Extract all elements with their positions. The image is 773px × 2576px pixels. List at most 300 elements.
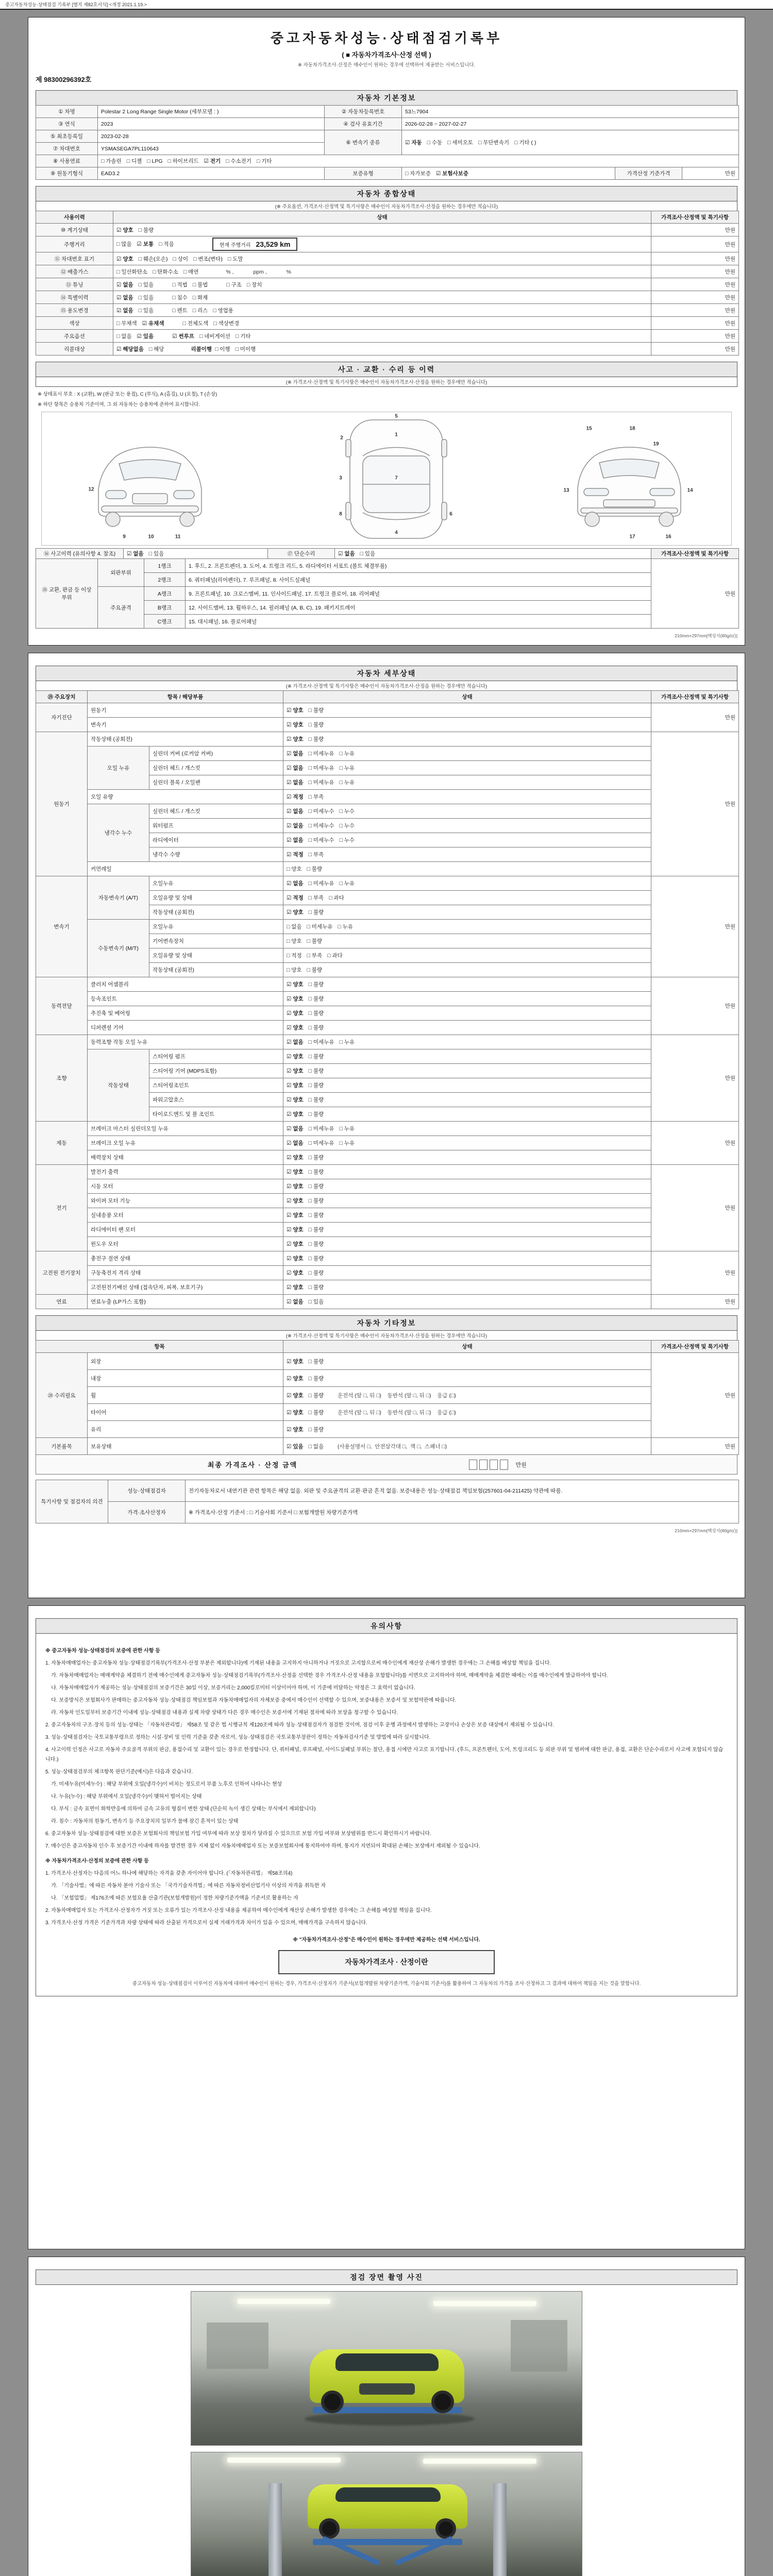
usage-item-label: 주요옵션 — [36, 330, 113, 343]
checkbox-unchecked[interactable]: □ 불량 — [308, 1426, 324, 1433]
checkbox-checked[interactable]: ☑ 양호 — [287, 1241, 304, 1247]
item-label: 충전구 절연 상태 — [88, 1251, 283, 1266]
item-state — [283, 775, 651, 790]
checkbox-unchecked[interactable]: □ 장치 — [246, 281, 262, 288]
warranty-options — [402, 167, 615, 180]
extra-text: 운전석 (앞 □, 뒤 □) 동반석 (앞 □, 뒤 □) 응급 (□) — [333, 1392, 456, 1399]
car-shadow — [305, 2412, 475, 2426]
price-survey-definition-text: 중고자동차 성능·상태점검이 이루어진 자동차에 대하여 매수인이 원하는 경우, 가격조사·산정자가 기준서(보험개발원 차량기준가액, 기술사회 기준서)를 활용하여 그 자동차의 가격을 조사·산정하고 그 결과에 대하여 책임을 지는 것을 말합니다. — [132, 1980, 641, 1987]
checkbox-unchecked[interactable]: □ 불량 — [308, 1010, 324, 1016]
checkbox-checked[interactable]: ☑ 없음 — [287, 1126, 304, 1132]
checkbox-unchecked[interactable]: □ 누수 — [339, 808, 355, 815]
checkbox-unchecked[interactable]: □ 불량 — [308, 1212, 324, 1218]
checkbox-checked[interactable]: ☑ 썬루프 — [172, 333, 194, 340]
checkbox-unchecked[interactable]: □ 있음 — [148, 551, 164, 557]
photo-car-windshield — [335, 2487, 441, 2502]
checkbox-unchecked[interactable]: □ 구조 — [226, 281, 242, 288]
checkbox-unchecked[interactable]: □ 부족 — [308, 895, 324, 901]
checkbox-unchecked[interactable]: □ 있음 — [360, 551, 376, 557]
checkbox-checked[interactable]: ☑ 보험사보증 — [435, 171, 468, 177]
rank-label: 1랭크 — [144, 559, 186, 573]
usage-item-state — [113, 330, 651, 343]
device-label: 고전원 전기장치 — [36, 1251, 88, 1295]
checkbox-unchecked[interactable]: □ 기타 — [256, 158, 272, 164]
checkbox-checked[interactable]: ☑ 없음 — [287, 808, 304, 815]
device-row — [36, 1021, 739, 1035]
device-label: 조향 — [36, 1035, 88, 1122]
car-outline-drawing — [42, 412, 732, 546]
item-label: 작동상태 (공회전) — [88, 732, 283, 747]
checkbox-unchecked[interactable]: □ 미세누유 — [308, 1140, 334, 1146]
checkbox-checked[interactable]: ☑ 양호 — [287, 981, 304, 988]
checkbox-unchecked[interactable]: □ 적법 — [172, 281, 188, 288]
item-label: 외장 — [88, 1353, 283, 1370]
panel-number: 14 — [687, 487, 693, 494]
checkbox-unchecked[interactable]: □ 색상변경 — [213, 320, 240, 327]
checkbox-unchecked[interactable]: □ 미세누수 — [308, 823, 334, 829]
checkbox-unchecked[interactable]: □ 있음 — [308, 1299, 324, 1305]
amount-digit-box[interactable] — [500, 1460, 508, 1470]
section-etc-note: (※ 가격조사·산정액 및 특기사항은 매수인이 자동차가격조사·산정을 원하는 경우에만 적습니다) — [36, 1331, 737, 1341]
checkbox-checked[interactable]: ☑ 양호 — [287, 1183, 304, 1190]
item-label: 브레이크 마스터 실린더오일 누유 — [88, 1122, 283, 1136]
usage-item-label: ⑩ 계기상태 — [36, 224, 113, 236]
checkbox-unchecked[interactable]: □ 무채색 — [116, 320, 137, 327]
fuel-label: ⑧ 사용연료 — [36, 155, 98, 167]
panel-notices — [28, 1605, 745, 2249]
checkbox-unchecked[interactable]: □ 기타 ( ) — [514, 140, 536, 146]
item-state — [283, 1049, 651, 1064]
item-label: 구동축전지 격리 상태 — [88, 1266, 283, 1280]
checkbox-unchecked[interactable]: □ 적정 — [287, 953, 302, 959]
checkbox-unchecked[interactable]: □ 불량 — [308, 1198, 324, 1204]
checkbox-unchecked[interactable]: □ 누유 — [339, 765, 355, 771]
checkbox-unchecked[interactable]: □ 양호 — [287, 967, 302, 973]
checkbox-checked[interactable]: ☑ 양호 — [287, 1227, 304, 1233]
subcategory-label: 냉각수 누수 — [88, 804, 149, 862]
simple-repair-label: ⑰ 단순수리 — [268, 549, 335, 559]
checkbox-unchecked[interactable]: □ 누유 — [339, 779, 355, 786]
checkbox-unchecked[interactable]: □ 있음 — [138, 294, 154, 301]
checkbox-checked[interactable]: ☑ 자동 — [405, 140, 422, 146]
device-row — [36, 1438, 739, 1455]
checkbox-checked[interactable]: ☑ 보통 — [137, 241, 154, 247]
checkbox-unchecked[interactable]: □ 불량 — [138, 227, 154, 233]
checkbox-checked[interactable]: ☑ 없음 — [287, 751, 304, 757]
checkbox-checked[interactable]: ☑ 양호 — [287, 1082, 304, 1089]
checkbox-checked[interactable]: ☑ 양호 — [287, 722, 304, 728]
panel-number: 11 — [175, 534, 181, 540]
checkbox-unchecked[interactable]: □ 과다 — [327, 953, 343, 959]
checkbox-unchecked[interactable]: □ 미세누유 — [308, 880, 334, 887]
device-label: 자기진단 — [36, 703, 88, 732]
checkbox-unchecked[interactable]: □ 불법 — [192, 281, 208, 288]
checkbox-unchecked[interactable]: □ 불량 — [308, 1375, 324, 1382]
checkbox-checked[interactable]: ☑ 양호 — [287, 909, 304, 916]
checkbox-unchecked[interactable]: □ 불량 — [308, 1392, 324, 1399]
base-price-unit: 만원 — [682, 167, 739, 180]
checkbox-unchecked[interactable]: □ 양호 — [287, 938, 302, 944]
checkbox-unchecked[interactable]: □ 부족 — [308, 794, 324, 800]
item-state — [283, 804, 651, 819]
col-item: 항목 / 해당부품 — [88, 691, 283, 703]
panel-number: 7 — [395, 475, 398, 481]
col-price: 가격조사·산정액 및 특기사항 — [651, 211, 739, 224]
checkbox-unchecked[interactable]: □ 없음 — [308, 1443, 324, 1450]
item-state — [283, 1421, 651, 1438]
checkbox-checked[interactable]: ☑ 없음 — [116, 307, 133, 314]
checkbox-checked[interactable]: ☑ 양호 — [287, 1270, 304, 1276]
checkbox-checked[interactable]: ☑ 양호 — [287, 1068, 304, 1074]
item-state — [283, 1006, 651, 1021]
panel-number: 19 — [653, 441, 659, 447]
checkbox-checked[interactable]: ☑ 없음 — [287, 1299, 304, 1305]
checkbox-unchecked[interactable]: □ 미세누유 — [308, 1126, 334, 1132]
checkbox-checked[interactable]: ☑ 양호 — [287, 1375, 304, 1382]
checkbox-unchecked[interactable]: □ 부족 — [307, 953, 323, 959]
checkbox-unchecked[interactable]: □ 기타 — [235, 333, 251, 340]
checkbox-unchecked[interactable]: □ 미세누유 — [307, 924, 333, 930]
checkbox-unchecked[interactable]: □ 불량 — [308, 1068, 324, 1074]
checkbox-unchecked[interactable]: □ 불량 — [308, 1054, 324, 1060]
notice-line: 가. 자동차매매업자는 매매계약을 체결하기 전에 매수인에게 중고자동차 성능·상태점검기록부(가격조사·산정을 선택한 경우 가격조사·산정 내용을 포함합니다)를 서면으로 고지하여야 하며, 매매계약을 체결한 때에는 이를 매수인에게 발급하여야 합니다. — [45, 1673, 609, 1679]
item-label: 고전원전기배선 상태 (접속단자, 피복, 보호기구) — [88, 1280, 283, 1295]
checkbox-unchecked[interactable]: □ 영업용 — [213, 307, 233, 314]
item-label: 실린더 블록 / 오일팬 — [149, 775, 283, 790]
checkbox-checked[interactable]: ☑ 양호 — [287, 736, 304, 742]
checkbox-checked[interactable]: ☑ 해당없음 — [116, 346, 144, 352]
device-label: ⑳ 수리필요 — [36, 1353, 88, 1438]
checkbox-unchecked[interactable]: □ 상이 — [173, 256, 188, 262]
checkbox-checked[interactable]: ☑ 양호 — [287, 1358, 304, 1365]
item-state — [283, 1208, 651, 1223]
checkbox-unchecked[interactable]: □ 누수 — [339, 837, 355, 843]
price-amount-cell: 만원 — [651, 304, 739, 317]
checkbox-unchecked[interactable]: □ 이행 — [215, 346, 230, 352]
exchange-label: ⑱ 교환, 판금 등 이상 부위 — [36, 559, 98, 629]
checkbox-unchecked[interactable]: □ 해당 — [148, 346, 164, 352]
checkbox-unchecked[interactable]: □ 불량 — [308, 1155, 324, 1161]
device-row — [36, 1353, 739, 1370]
checkbox-unchecked[interactable]: □ 미세누유 — [308, 751, 334, 757]
usage-history-row — [36, 317, 739, 330]
col-item: 항목 — [36, 1341, 283, 1353]
checkbox-unchecked[interactable]: □ 전체도색 — [182, 320, 209, 327]
odometer-callout — [212, 238, 298, 251]
checkbox-checked[interactable]: ☑ 양호 — [287, 1169, 304, 1175]
inspection-period-label: ④ 검사 유효기간 — [325, 118, 402, 130]
device-row — [36, 1295, 739, 1309]
checkbox-unchecked[interactable]: □ 불량 — [308, 707, 324, 714]
item-state — [283, 1438, 651, 1455]
device-row — [36, 920, 739, 934]
checkbox-checked[interactable]: ☑ 양호 — [287, 1256, 304, 1262]
notice-line: 6. 중고자동차 성능·상태점검에 대한 보증은 보험회사의 책임보험 가입 여부에 따라 보상 절차가 달라질 수 있으므로 보험 가입 여부와 보상범위를 반드시 확인하시기 바랍니다. — [45, 1831, 431, 1837]
checkbox-unchecked[interactable]: □ 불량 — [308, 722, 324, 728]
ceiling-light — [433, 2301, 536, 2306]
checkbox-unchecked[interactable]: □ 도말 — [227, 256, 243, 262]
notice-line: ※ 중고자동차 성능·상태점검의 보증에 관한 사항 등 — [45, 1648, 160, 1654]
checkbox-checked[interactable]: ☑ 유채색 — [142, 320, 164, 327]
notice-line: 1. 가격조사·산정자는 다음의 어느 하나에 해당하는 자격을 갖춘 자이어야 합니다. (「자동차관리법」 제58조의4) — [45, 1871, 293, 1876]
checkbox-unchecked[interactable]: □ 수동 — [427, 140, 443, 146]
device-row — [36, 1266, 739, 1280]
usage-item-label: 주행거리 — [36, 236, 113, 252]
checkbox-unchecked[interactable]: □ 미세누유 — [308, 1039, 334, 1045]
item-state — [283, 1353, 651, 1370]
item-state — [283, 1266, 651, 1280]
checkbox-checked[interactable]: ☑ 적정 — [287, 852, 304, 858]
workshop-background — [511, 2320, 567, 2371]
checkbox-unchecked[interactable]: □ 누유 — [339, 751, 355, 757]
checkbox-unchecked[interactable]: □ 불량 — [307, 938, 323, 944]
device-row — [36, 718, 739, 732]
device-label: 기본품목 — [36, 1438, 88, 1455]
checkbox-checked[interactable]: ☑ 없음 — [338, 551, 355, 557]
checkbox-unchecked[interactable]: □ 불량 — [308, 1241, 324, 1247]
checkbox-checked[interactable]: ☑ 전기 — [204, 158, 221, 164]
checkbox-unchecked[interactable]: □ 렌트 — [172, 307, 188, 314]
checkbox-checked[interactable]: ☑ 양호 — [287, 1155, 304, 1161]
price-survey-option: ( ■ 자동차가격조사·산정 선택 ) — [342, 51, 431, 59]
item-state — [283, 833, 651, 848]
checkbox-checked[interactable]: ☑ 양호 — [287, 1426, 304, 1433]
checkbox-unchecked[interactable]: □ 무단변속기 — [478, 140, 509, 146]
vin-label: ⑦ 차대번호 — [36, 143, 98, 155]
checkbox-unchecked[interactable]: □ 불량 — [308, 1358, 324, 1365]
checkbox-unchecked[interactable]: □ 하이브리드 — [167, 158, 199, 164]
device-row — [36, 1370, 739, 1387]
checkbox-checked[interactable]: ☑ 없음 — [116, 294, 133, 301]
checkbox-unchecked[interactable]: □ 불량 — [307, 967, 323, 973]
checkbox-checked[interactable]: ☑ 양호 — [287, 1409, 304, 1416]
price-amount-cell: 만원 — [651, 977, 739, 1035]
opinion-row — [36, 1502, 739, 1523]
table-row — [36, 167, 739, 180]
checkbox-unchecked[interactable]: □ 불량 — [308, 1025, 324, 1031]
item-label: 오일유량 및 상태 — [149, 891, 283, 905]
final-price-label: 최종 가격조사 · 산정 금액 — [207, 1461, 298, 1469]
checkbox-unchecked[interactable]: □ 누유 — [339, 880, 355, 887]
checkbox-checked[interactable]: ☑ 양호 — [287, 707, 304, 714]
subcategory-label: 작동상태 — [88, 1049, 149, 1122]
notice-line: 2. 자동차매매업자 또는 가격조사·산정자가 거짓 또는 오류가 있는 가격조사·산정 내용을 제공하여 매수인에게 재산상 손해가 발생한 경우에는 그 손해를 배상할 책임을 집니다. — [45, 1908, 432, 1913]
detail-condition-table — [36, 690, 739, 1309]
checkbox-checked[interactable]: ☑ 없음 — [287, 765, 304, 771]
device-row — [36, 1165, 739, 1179]
checkbox-checked[interactable]: ☑ 없음 — [287, 779, 304, 786]
checkbox-unchecked[interactable]: □ 많음 — [116, 241, 132, 247]
checkbox-unchecked[interactable]: □ 불량 — [308, 1227, 324, 1233]
item-label: 보유상태 — [88, 1438, 283, 1455]
device-row — [36, 1006, 739, 1021]
checkbox-unchecked[interactable]: □ 자가보증 — [405, 171, 431, 177]
checkbox-checked[interactable]: ☑ 양호 — [287, 1212, 304, 1218]
checkbox-unchecked[interactable]: □ 미세누수 — [308, 808, 334, 815]
checkbox-checked[interactable]: ☑ 양호 — [116, 227, 133, 233]
checkbox-unchecked[interactable]: □ 변조(변타) — [193, 256, 223, 262]
checkbox-unchecked[interactable]: □ 누유 — [339, 1126, 355, 1132]
checkbox-checked[interactable]: ☑ 양호 — [287, 1198, 304, 1204]
panel-number: 17 — [629, 534, 635, 540]
base-price-label: 가격산정 기준가격 — [615, 167, 682, 180]
checkbox-checked[interactable]: ☑ 양호 — [287, 1392, 304, 1399]
usage-history-row — [36, 304, 739, 317]
item-state — [283, 1021, 651, 1035]
checkbox-unchecked[interactable]: □ 불량 — [308, 909, 324, 916]
item-state — [283, 992, 651, 1006]
device-row — [36, 1208, 739, 1223]
checkbox-unchecked[interactable]: □ 화재 — [192, 294, 208, 301]
checkbox-unchecked[interactable]: □ 누유 — [339, 1140, 355, 1146]
part-group-label: 주요골격 — [98, 587, 144, 629]
checkbox-unchecked[interactable]: □ 없음 — [287, 924, 302, 930]
checkbox-unchecked[interactable]: □ 과다 — [329, 895, 344, 901]
checkbox-unchecked[interactable]: □ 불량 — [308, 1082, 324, 1089]
col-device: ⑲ 주요장치 — [36, 691, 88, 703]
item-label: 워터펌프 — [149, 819, 283, 833]
panel-number: 18 — [629, 426, 635, 432]
panel-number: 5 — [395, 413, 398, 419]
checkbox-checked[interactable]: ☑ 없음 — [287, 837, 304, 843]
usage-item-state — [113, 317, 651, 330]
item-label: 실린더 커버 (로커암 커버) — [149, 747, 283, 761]
panel-number: 3 — [339, 475, 342, 481]
checkbox-unchecked[interactable]: □ 네비게이션 — [199, 333, 230, 340]
checkbox-checked[interactable]: ☑ 양호 — [287, 1284, 304, 1291]
checkbox-unchecked[interactable]: □ 매연 — [183, 268, 199, 275]
checkbox-checked[interactable]: ☑ 있음 — [287, 1443, 304, 1450]
amount-digit-box[interactable] — [469, 1460, 477, 1470]
checkbox-unchecked[interactable]: □ 없음 — [116, 333, 132, 340]
ceiling-light — [227, 2458, 341, 2463]
checkbox-unchecked[interactable]: □ 리스 — [192, 307, 208, 314]
extra-text: (사용설명서 □, 안전삼각대 □, 잭 □, 스패너 □) — [333, 1443, 447, 1450]
checkbox-checked[interactable]: ☑ 없음 — [287, 1039, 304, 1045]
notice-line: 3. 가격조사·산정 가격은 기준가격과 차량 상태에 따라 산출된 가격으로서 실제 거래가격과 차이가 있을 수 있으며, 매매가격을 구속하지 않습니다. — [45, 1920, 367, 1926]
checkbox-checked[interactable]: ☑ 양호 — [287, 996, 304, 1002]
item-state — [283, 747, 651, 761]
checkbox-unchecked[interactable]: □ 불량 — [308, 1270, 324, 1276]
item-state — [283, 1251, 651, 1266]
ceiling-light — [238, 2299, 330, 2304]
item-label: 브레이크 오일 누유 — [88, 1136, 283, 1150]
item-label: 디퍼렌셜 기어 — [88, 1021, 283, 1035]
checkbox-unchecked[interactable]: □ 불량 — [308, 1183, 324, 1190]
checkbox-unchecked[interactable]: □ 일산화탄소 — [116, 268, 147, 275]
checkbox-unchecked[interactable]: □ 미이행 — [235, 346, 256, 352]
usage-history-row — [36, 291, 739, 304]
item-label: 실린더 헤드 / 개스킷 — [149, 761, 283, 775]
checkbox-unchecked[interactable]: □ 불량 — [308, 1097, 324, 1103]
usage-item-label: ⑮ 용도변경 — [36, 304, 113, 317]
checkbox-checked[interactable]: ☑ 양호 — [287, 1010, 304, 1016]
panel-number: 13 — [563, 487, 569, 494]
checkbox-unchecked[interactable]: □ 가솔린 — [101, 158, 122, 164]
checkbox-unchecked[interactable]: □ 탄화수소 — [152, 268, 178, 275]
usage-item-state — [113, 265, 651, 278]
checkbox-unchecked[interactable]: □ 훼손(오손) — [138, 256, 168, 262]
reg-no-value: 53느7904 — [402, 106, 739, 118]
checkbox-unchecked[interactable]: □ LPG — [147, 158, 163, 164]
checkbox-unchecked[interactable]: □ 불량 — [307, 866, 323, 872]
checkbox-unchecked[interactable]: □ 디젤 — [126, 158, 142, 164]
checkbox-checked[interactable]: ☑ 있음 — [137, 333, 154, 340]
checkbox-unchecked[interactable]: □ 적음 — [159, 241, 174, 247]
item-state — [283, 819, 651, 833]
checkbox-checked[interactable]: ☑ 양호 — [287, 1054, 304, 1060]
checkbox-unchecked[interactable]: □ 불량 — [308, 1169, 324, 1175]
section-etc-title: 자동차 기타정보 — [36, 1315, 737, 1331]
item-label: 클러치 어셈블리 — [88, 977, 283, 992]
checkbox-unchecked[interactable]: □ 불량 — [308, 981, 324, 988]
checkbox-unchecked[interactable]: □ 누유 — [338, 924, 353, 930]
device-row — [36, 747, 739, 761]
checkbox-unchecked[interactable]: □ 불량 — [308, 1284, 324, 1291]
amount-digit-box[interactable] — [490, 1460, 498, 1470]
checkbox-unchecked[interactable]: □ 불량 — [308, 736, 324, 742]
panel-number: 4 — [395, 530, 398, 536]
checkbox-unchecked[interactable]: □ 불량 — [308, 1256, 324, 1262]
checkbox-checked[interactable]: ☑ 양호 — [287, 1097, 304, 1103]
checkbox-checked[interactable]: ☑ 적정 — [287, 794, 304, 800]
item-state — [283, 1136, 651, 1150]
rank-parts: 12. 사이드멤버, 13. 휠하우스, 14. 필러패널 (A, B, C), 19. 패키지트레이 — [186, 601, 651, 615]
checkbox-unchecked[interactable]: □ 있음 — [138, 281, 154, 288]
checkbox-unchecked[interactable]: □ 누유 — [339, 1039, 355, 1045]
usage-item-state — [113, 343, 651, 355]
checkbox-checked[interactable]: ☑ 없음 — [287, 1140, 304, 1146]
price-amount-cell: 만원 — [651, 703, 739, 732]
checkbox-checked[interactable]: ☑ 없음 — [287, 823, 304, 829]
notice-line: 나. 자동차매매업자가 제공하는 성능·상태점검의 보증기간은 30일 이상, 보증거리는 2,000킬로미터 이상이어야 하며, 이 기준에 미달하는 약정은 그 효력이 없습니다. — [45, 1685, 415, 1691]
checkbox-unchecked[interactable]: □ 누수 — [339, 823, 355, 829]
inspector-opinion-table — [36, 1480, 739, 1523]
checkbox-checked[interactable]: ☑ 없음 — [287, 880, 304, 887]
checkbox-unchecked[interactable]: □ 있음 — [138, 307, 154, 314]
checkbox-checked[interactable]: ☑ 양호 — [287, 1111, 304, 1117]
checkbox-checked[interactable]: ☑ 없음 — [127, 551, 144, 557]
checkbox-unchecked[interactable]: □ 세미오토 — [447, 140, 474, 146]
checkbox-unchecked[interactable]: □ 불량 — [308, 1409, 324, 1416]
checkbox-checked[interactable]: ☑ 없음 — [116, 281, 133, 288]
item-state — [283, 703, 651, 718]
checkbox-unchecked[interactable]: □ 수소전기 — [226, 158, 251, 164]
checkbox-unchecked[interactable]: □ 미세누수 — [308, 837, 334, 843]
device-row — [36, 790, 739, 804]
checkbox-unchecked[interactable]: □ 침수 — [172, 294, 188, 301]
price-amount-cell: 만원 — [651, 330, 739, 343]
item-label: 휠 — [88, 1387, 283, 1404]
accident-history-label: ⑯ 사고이력 (유의사항 4. 참조) — [36, 549, 124, 559]
amount-digit-box[interactable] — [479, 1460, 488, 1470]
checkbox-unchecked[interactable]: □ 미세누유 — [308, 779, 334, 786]
checkbox-unchecked[interactable]: □ 양호 — [287, 866, 302, 872]
device-row — [36, 1194, 739, 1208]
rank-parts: 9. 프론트패널, 10. 크로스멤버, 11. 인사이드패널, 17. 트렁크 플로어, 18. 리어패널 — [186, 587, 651, 601]
item-state — [283, 1165, 651, 1179]
checkbox-checked[interactable]: ☑ 양호 — [287, 1025, 304, 1031]
notice-line: 1. 자동차매매업자는 중고자동차 성능·상태점검기록부(가격조사·산정 부분은 제외합니다)에 기재된 내용을 고지하지 아니하거나 거짓으로 고지함으로써 매수인에게 재산상 손해가 발생한 경우에는 그 손해를 배상할 책임을 집니다. — [45, 1660, 551, 1666]
checkbox-checked[interactable]: ☑ 양호 — [116, 256, 133, 262]
item-label: 스티어링조인트 — [149, 1078, 283, 1093]
checkbox-checked[interactable]: ☑ 적정 — [287, 895, 304, 901]
checkbox-unchecked[interactable]: □ 불량 — [308, 996, 324, 1002]
section-photos-title: 점검 장면 촬영 사진 — [36, 2269, 737, 2285]
checkbox-unchecked[interactable]: □ 미세누유 — [308, 765, 334, 771]
checkbox-unchecked[interactable]: □ 불량 — [308, 1111, 324, 1117]
checkbox-unchecked[interactable]: □ 부족 — [308, 852, 324, 858]
